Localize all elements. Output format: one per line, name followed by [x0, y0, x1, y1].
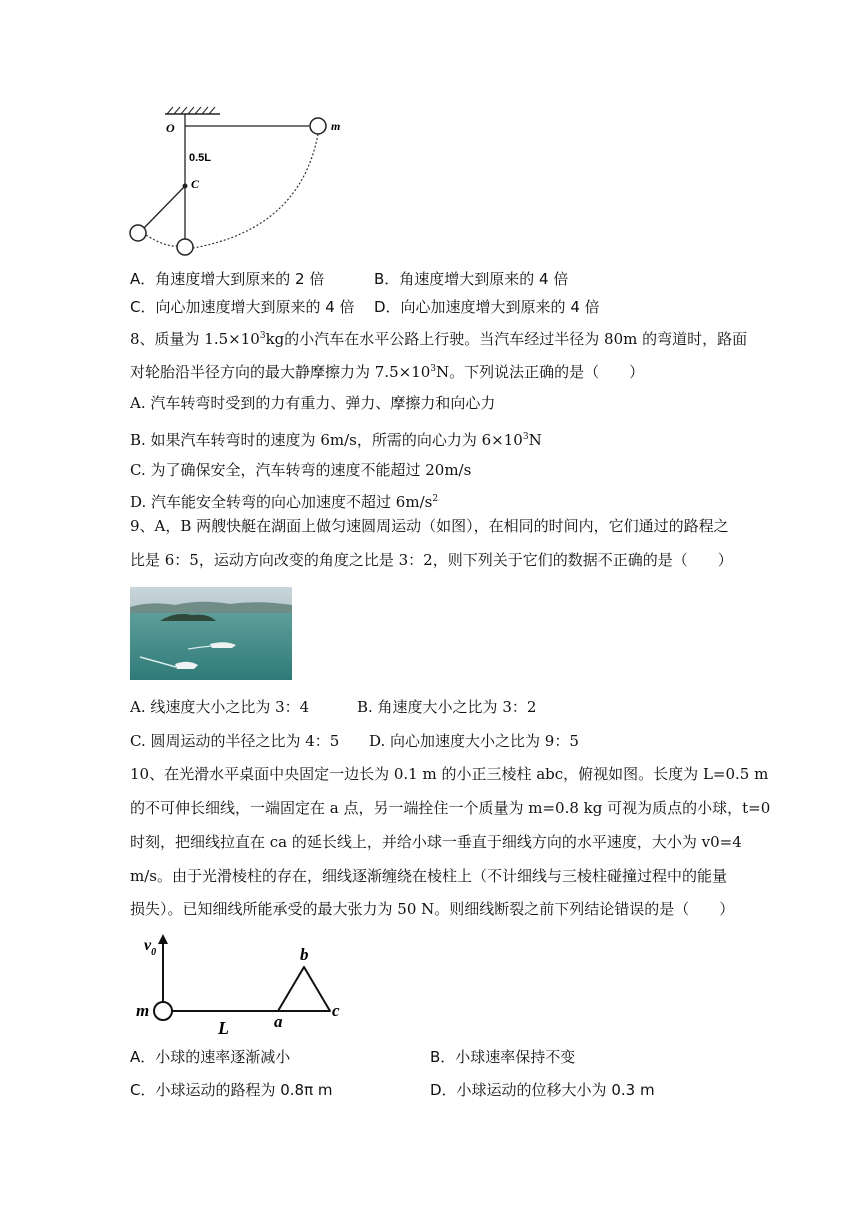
label-O: O — [166, 121, 175, 135]
label-m: m — [136, 1001, 150, 1020]
q9-option-b[interactable]: B. 角速度大小之比为 3：2 — [357, 698, 537, 716]
label-C: C — [191, 177, 200, 191]
ball-m — [154, 1002, 172, 1020]
triangle-prism — [278, 967, 330, 1011]
q8-stem-line1: 8、质量为 $1.5\times 10^3kg$的小汽车在水平公路上行驶。当汽车经过半径为 80m 的弯道时，路面 — [130, 330, 748, 348]
q7-option-b[interactable]: B．角速度增大到原来的 4 倍 — [374, 270, 569, 288]
ceiling-hatch — [167, 107, 215, 114]
label-m: m — [331, 119, 341, 133]
arc-small — [146, 235, 177, 246]
label-a: a — [274, 1012, 283, 1031]
prism-figure — [130, 930, 360, 1035]
q9-option-c[interactable]: C. 圆周运动的半径之比为 4：5 — [130, 732, 340, 750]
q10-stem-line3: 时刻，把细线拉直在 ca 的延长线上，并给小球一垂直于细线方向的水平速度，大小为 v0=4 — [130, 833, 742, 851]
q8-option-c[interactable]: C. 为了确保安全，汽车转弯的速度不能超过 20m/s — [130, 461, 472, 479]
pendulum-figure — [125, 104, 365, 260]
q10-stem-line4: m/s。由于光滑棱柱的存在，细线逐渐缠绕在棱柱上（不计细线与三棱柱碰撞过程中的能量 — [130, 867, 727, 885]
label-L: L — [218, 1018, 229, 1035]
q10-option-c[interactable]: C．小球运动的路程为 0.8π m — [130, 1081, 333, 1099]
label-c: c — [332, 1001, 340, 1020]
ball-left — [130, 225, 146, 241]
swing-string — [144, 186, 185, 228]
q8-option-d[interactable]: D. 汽车能安全转弯的向心加速度不超过 $6m/s^2$ — [130, 493, 439, 511]
q9-stem-line1: 9、A，B 两艘快艇在湖面上做匀速圆周运动（如图），在相同的时间内，它们通过的路程之 — [130, 517, 729, 535]
lake-boats-photo — [130, 587, 292, 680]
q9-option-d[interactable]: D. 向心加速度大小之比为 9：5 — [369, 732, 579, 750]
ball-bottom — [177, 239, 193, 255]
q10-option-a[interactable]: A．小球的速率逐渐减小 — [130, 1048, 291, 1066]
label-v: $v_0$ — [144, 937, 157, 958]
q8-option-a[interactable]: A. 汽车转弯时受到的力有重力、弹力、摩擦力和向心力 — [130, 394, 496, 412]
label-b: b — [300, 945, 309, 964]
q7-option-c[interactable]: C．向心加速度增大到原来的 4 倍 — [130, 298, 355, 316]
q8-stem-line2: 对轮胎沿半径方向的最大静摩擦力为 $7.5\times 10^3N$。下列说法正确的是（ ） — [130, 363, 645, 381]
velocity-arrow-head — [158, 934, 168, 944]
q10-stem-line1: 10、在光滑水平桌面中央固定一边长为 0.1 m 的小正三棱柱 abc，俯视如图。长度为 L=0.5 m — [130, 765, 769, 783]
q9-option-a[interactable]: A. 线速度大小之比为 3：4 — [130, 698, 310, 716]
q10-stem-line5: 损失）。已知细线所能承受的最大张力为 50 N。则细线断裂之前下列结论错误的是（ ） — [130, 900, 735, 918]
q8-option-b[interactable]: B. 如果汽车转弯时的速度为 6m/s，所需的向心力为 $6\times 10^3N$ — [130, 431, 542, 449]
arc-path — [193, 134, 318, 248]
q9-stem-line2: 比是 6：5，运动方向改变的角度之比是 3：2，则下列关于它们的数据不正确的是（ ） — [130, 551, 733, 569]
label-length: 0.5L — [189, 152, 212, 164]
ball-m — [310, 118, 326, 134]
q7-option-d[interactable]: D．向心加速度增大到原来的 4 倍 — [374, 298, 600, 316]
q10-option-b[interactable]: B．小球速率保持不变 — [430, 1048, 576, 1066]
q10-option-d[interactable]: D．小球运动的位移大小为 0.3 m — [430, 1081, 655, 1099]
q10-stem-line2: 的不可伸长细线，一端固定在 a 点，另一端拴住一个质量为 m=0.8 kg 可视为质点的小球，t=0 — [130, 799, 771, 817]
q7-option-a[interactable]: A．角速度增大到原来的 2 倍 — [130, 270, 325, 288]
